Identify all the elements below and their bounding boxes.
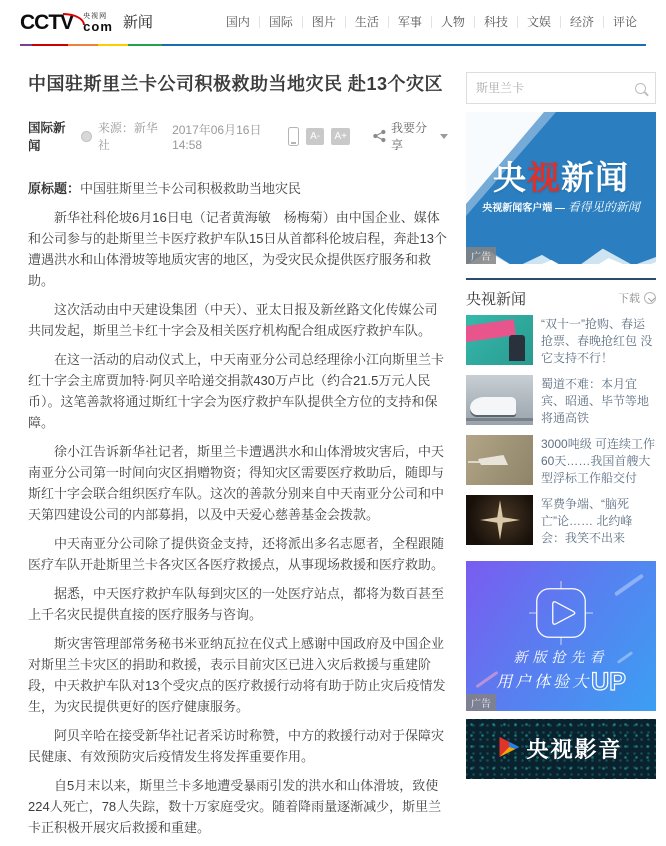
paragraph: 在这一活动的启动仪式上，中天南亚分公司总经理徐小江向斯里兰卡红十字会主席贾加特·阿贝辛哈递交捐款430万卢比（约合21.5万元人民币）。这笔善款将通过斯红十字会为医疗救护车队提供全方位的支持和保障。 bbox=[28, 352, 445, 430]
app-update-ad-banner[interactable] bbox=[466, 561, 656, 711]
nav-item-military[interactable]: 军事 bbox=[388, 16, 431, 28]
site-header bbox=[0, 0, 666, 44]
news-section-title: 央视新闻 bbox=[466, 290, 527, 308]
play-button-icon bbox=[529, 581, 593, 645]
news-item-title: 军费争端、“脑死亡”论…… 北约峰会：我笑不出来 bbox=[541, 497, 633, 545]
paragraph: 中天南亚分公司除了提供资金支持，还将派出多名志愿者，全程跟随医疗车队开赴斯里兰卡各灾区各医疗救援点，从事现场救援和医疗救助。 bbox=[28, 536, 445, 572]
article-title: 中国驻斯里兰卡公司积极救助当地灾民 赴13个灾区 bbox=[28, 74, 444, 94]
category-icon bbox=[81, 131, 92, 142]
news-list-item[interactable] bbox=[466, 315, 656, 367]
original-title-line bbox=[28, 178, 448, 199]
news-thumbnail-shopping bbox=[466, 315, 533, 365]
rainbow-divider bbox=[20, 44, 646, 46]
mobile-view-icon[interactable] bbox=[288, 127, 298, 146]
news-thumbnail-train bbox=[466, 375, 533, 425]
cctv-logo[interactable] bbox=[20, 11, 153, 33]
cbox-banner-title: 央视影音 bbox=[526, 737, 623, 762]
paragraph: 斯灾害管理部常务秘书米亚纳瓦拉在仪式上感谢中国政府及中国企业对斯里兰卡灾区的捐助和救援，表示目前灾区已进入灾后救援与重建阶段，中天救护车队对13个受灾点的医疗救援行动将有助于防止灾后疫情发生，为灾民提供更好的医疗健康服务。 bbox=[28, 636, 446, 714]
logo-com: com bbox=[83, 19, 113, 34]
article-body bbox=[28, 178, 448, 838]
paragraph: 阿贝辛哈在接受新华社记者采访时称赞，中方的救援行动对于保障灾民健康、有效预防灾后疫情发生将发挥重要作用。 bbox=[28, 728, 445, 764]
logo-site-small: 央视网 bbox=[83, 13, 108, 20]
nav-item-people[interactable]: 人物 bbox=[431, 16, 474, 28]
nav-item-life[interactable]: 生活 bbox=[345, 16, 388, 28]
news-item-title: 3000吨级 可连续工作60天……我国首艘大型浮标工作船交付 bbox=[541, 437, 656, 485]
paragraph: 自5月末以来，斯里兰卡多地遭受暴雨引发的洪水和山体滑坡，致使224人死亡，78人失踪，数十万家庭受灾。随着降雨量逐渐减少，斯里兰卡正积极开展灾后救援和重建。 bbox=[28, 778, 442, 835]
share-icon bbox=[373, 129, 386, 143]
news-item-title: 蜀道不难：本月宜宾、昭通、毕节等地将通高铁 bbox=[541, 377, 650, 425]
paragraph: 这次活动由中天建设集团（中天）、亚太日报及新丝路文化传媒公司共同发起，斯里兰卡红十字会及相关医疗机构配合组成医疗救护车队。 bbox=[28, 302, 438, 338]
original-title-text: 中国驻斯里兰卡公司积极救助当地灾民 bbox=[80, 181, 302, 196]
streak-decoration bbox=[475, 671, 498, 688]
news-list-item[interactable] bbox=[466, 495, 656, 547]
news-thumbnail-nato bbox=[466, 495, 533, 545]
ad-label: 广告 bbox=[466, 247, 496, 264]
publish-datetime: 2017年06月16日 14:58 bbox=[172, 122, 262, 152]
source-label: 来源：新华社 bbox=[97, 121, 158, 152]
ad2-line2: 用户体验大 UP bbox=[496, 667, 626, 696]
paragraph: 据悉，中天医疗救护车队每到灾区的一处医疗站点，都将为数百甚至上千名灾民提供直接的医疗服务与咨询。 bbox=[28, 586, 445, 622]
ad-banner-subtitle: 央视新闻客户端 — 看得见的新闻 bbox=[482, 200, 640, 214]
search-input[interactable] bbox=[476, 81, 635, 95]
news-list-item[interactable] bbox=[466, 375, 656, 427]
cctv-video-banner[interactable] bbox=[466, 719, 656, 779]
search-icon[interactable] bbox=[635, 83, 646, 94]
download-label: 下载 bbox=[618, 293, 640, 305]
nav-item-tech[interactable]: 科技 bbox=[474, 16, 517, 28]
top-nav bbox=[217, 16, 646, 28]
cctv-news-app-ad-banner[interactable] bbox=[466, 112, 656, 264]
ad2-up-text: UP bbox=[591, 667, 626, 696]
search-box bbox=[466, 72, 656, 104]
font-decrease-button[interactable]: A- bbox=[306, 128, 325, 145]
share-label: 我要分享 bbox=[390, 121, 427, 152]
ad2-line1: 新版抢先看 bbox=[513, 648, 609, 665]
logo-channel: 新闻 bbox=[122, 14, 153, 31]
sidebar bbox=[466, 70, 656, 846]
news-section-header bbox=[466, 289, 656, 307]
nav-item-world[interactable]: 国际 bbox=[259, 16, 302, 28]
nav-item-economy[interactable]: 经济 bbox=[560, 16, 603, 28]
nav-item-photo[interactable]: 图片 bbox=[302, 16, 345, 28]
ad-label: 广告 bbox=[466, 694, 496, 711]
cctv-logo-text: CCTV bbox=[20, 11, 74, 34]
news-thumbnail-ship bbox=[466, 435, 533, 485]
font-increase-button[interactable]: A+ bbox=[331, 128, 350, 145]
news-list-item[interactable] bbox=[466, 435, 656, 487]
paragraph: 徐小江告诉新华社记者，斯里兰卡遭遇洪水和山体滑坡灾害后，中天南亚分公司第一时间向灾区捐赠物资；得知灾区需要医疗救助后，随即与斯红十字会联合组织医疗车队。这次的善款分别来自中天南亚分公司和中天第四建设公司的内部募捐，以及中天爱心慈善基金会拨款。 bbox=[28, 444, 445, 522]
chevron-down-icon bbox=[440, 134, 448, 139]
original-title-label: 原标题： bbox=[28, 181, 81, 196]
news-item-title: “双十一”抢购、春运抢票、春晚抢红包 没它支持不行！ bbox=[541, 317, 653, 365]
nav-item-opinion[interactable]: 评论 bbox=[603, 16, 646, 28]
cbox-play-logo-icon bbox=[499, 737, 519, 757]
nav-item-domestic[interactable]: 国内 bbox=[225, 15, 250, 29]
paragraph: 新华社科伦坡6月16日电（记者黄海敏 杨梅菊）由中国企业、媒体和公司参与的赴斯里兰卡医疗救护车队15日从首都科伦坡启程，奔赴13个遭遇洪水和山体滑坡等地质灾害的地区，为受灾民众提供医疗服务和救助。 bbox=[28, 210, 447, 288]
article-meta bbox=[28, 118, 448, 154]
article bbox=[28, 70, 448, 846]
ad-banner-title: 央视新闻 bbox=[493, 159, 629, 196]
streak-decoration bbox=[617, 651, 633, 664]
nav-item-ent[interactable]: 文娱 bbox=[517, 16, 560, 28]
logo-swoosh-icon bbox=[63, 13, 85, 25]
streak-decoration bbox=[614, 574, 644, 597]
section-divider bbox=[466, 278, 656, 280]
download-link[interactable] bbox=[618, 290, 656, 306]
download-icon bbox=[644, 292, 656, 304]
category-link[interactable]: 国际新闻 bbox=[28, 121, 66, 153]
share-button[interactable] bbox=[373, 119, 448, 153]
